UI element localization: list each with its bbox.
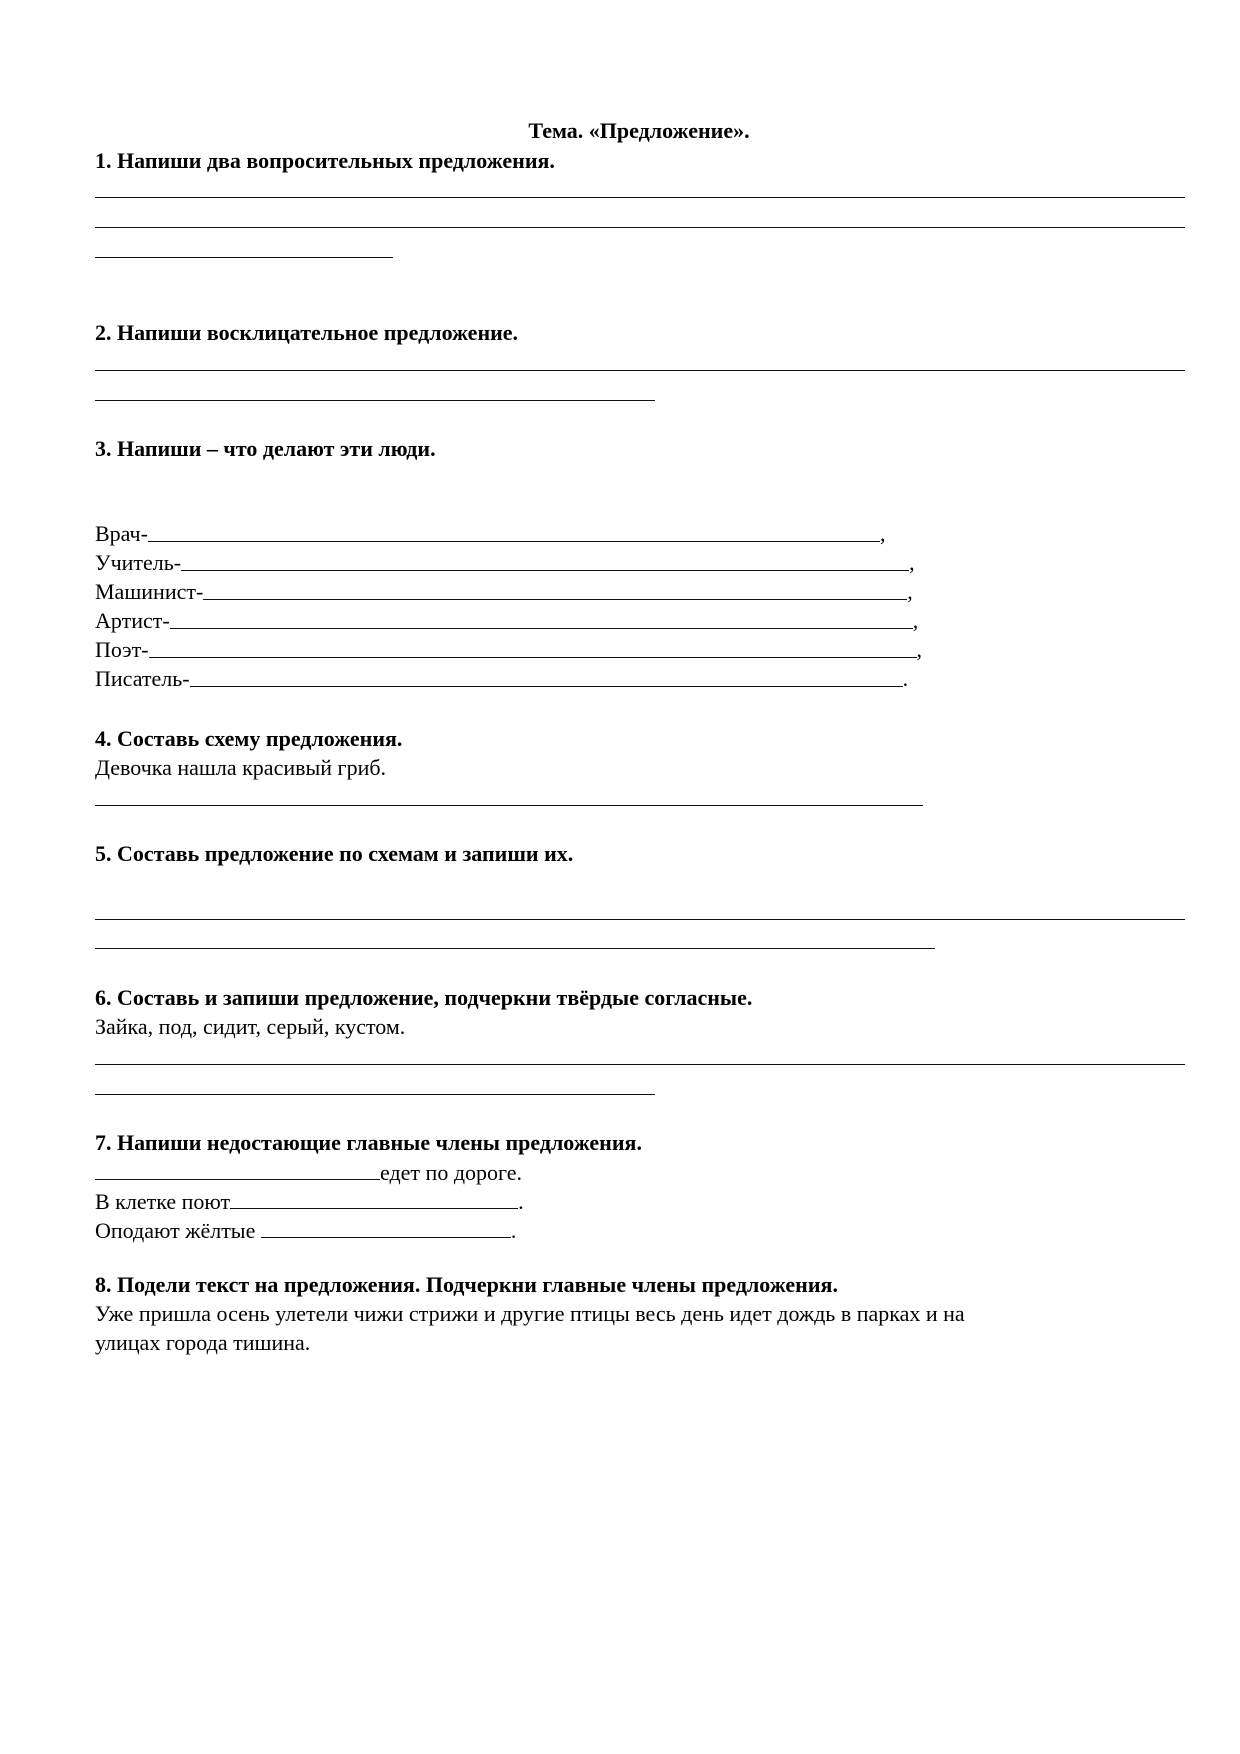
- q7-line-1-text: едет по дороге.: [380, 1160, 523, 1185]
- q7-answer-blank-2[interactable]: [230, 1188, 518, 1209]
- q3-row-label: Учитель-: [95, 550, 182, 575]
- q7-line-3-text: Оподают жёлтые: [95, 1218, 261, 1243]
- q8-text-line-2: улицах города тишина.: [95, 1330, 311, 1355]
- page-title: Тема. «Предложение».: [528, 118, 750, 143]
- q2-heading: 2. Напиши восклицательное предложение.: [95, 320, 519, 345]
- q3-row-answer-line[interactable]: [170, 628, 913, 629]
- q3-row-answer-line[interactable]: [190, 686, 903, 687]
- q3-row-answer-line[interactable]: [181, 570, 909, 571]
- q4-sentence: Девочка нашла красивый гриб.: [95, 755, 387, 780]
- q3-row-label: Артист-: [95, 608, 170, 633]
- q3-row-punct: ,: [879, 521, 886, 546]
- q6-heading: 6. Составь и запиши предложение, подчеркни твёрдые согласные.: [95, 985, 753, 1010]
- q6-answer-line-2[interactable]: [95, 1094, 655, 1095]
- q3-row-punct: ,: [909, 550, 915, 575]
- q3-row-label: Машинист-: [95, 579, 204, 604]
- q2-answer-line-1[interactable]: [95, 370, 1185, 371]
- q3-row-answer-line[interactable]: [149, 657, 917, 658]
- q7-line-2-text: В клетке поют: [95, 1189, 231, 1214]
- q7-line-2-punct: .: [518, 1189, 524, 1214]
- q7-heading: 7. Напиши недостающие главные члены предложения.: [95, 1130, 642, 1155]
- q3-row-punct: ,: [916, 637, 923, 662]
- q7-line-1: [95, 1159, 522, 1186]
- q1-answer-line-3[interactable]: [95, 257, 393, 258]
- q6-words: Зайка, под, сидит, серый, кустом.: [95, 1014, 406, 1039]
- q1-answer-line-1[interactable]: [95, 197, 1185, 198]
- q1-answer-line-2[interactable]: [95, 227, 1185, 228]
- q8-text-line-1: Уже пришла осень улетели чижи стрижи и другие птицы весь день идет дождь в парках и на: [95, 1301, 965, 1326]
- q7-line-2: [95, 1188, 524, 1215]
- q3-row: [95, 606, 922, 635]
- q3-row-answer-line[interactable]: [148, 541, 880, 542]
- q3-row: [95, 548, 922, 577]
- q7-answer-blank-1[interactable]: [95, 1159, 380, 1180]
- q7-answer-blank-3[interactable]: [261, 1217, 511, 1238]
- q3-row-label: Поэт-: [95, 637, 149, 662]
- q2-answer-line-2[interactable]: [95, 400, 655, 401]
- q3-rows: [95, 519, 922, 693]
- q3-heading: 3. Напиши – что делают эти люди.: [95, 436, 436, 461]
- q3-row-punct: .: [902, 666, 909, 691]
- q3-row-punct: ,: [907, 579, 913, 604]
- q4-answer-line[interactable]: [95, 805, 923, 806]
- q3-row: [95, 519, 922, 548]
- q3-row-label: Писатель-: [95, 666, 190, 691]
- q3-row-punct: ,: [912, 608, 919, 633]
- q3-row: [95, 577, 922, 606]
- q1-heading: 1. Напиши два вопросительных предложения.: [95, 148, 555, 173]
- q5-answer-line-2[interactable]: [95, 948, 935, 949]
- q3-row-label: Врач-: [95, 521, 148, 546]
- q7-line-3: [95, 1217, 516, 1244]
- q8-heading: 8. Подели текст на предложения. Подчеркни главные члены предложения.: [95, 1272, 838, 1297]
- q6-answer-line-1[interactable]: [95, 1064, 1185, 1065]
- q7-line-3-punct: .: [510, 1218, 517, 1243]
- q3-row: [95, 664, 922, 693]
- q3-row: [95, 635, 922, 664]
- q3-row-answer-line[interactable]: [203, 599, 907, 600]
- q5-heading: 5. Составь предложение по схемам и запиши их.: [95, 841, 574, 866]
- q4-heading: 4. Составь схему предложения.: [95, 726, 403, 751]
- q5-answer-line-1[interactable]: [95, 919, 1185, 920]
